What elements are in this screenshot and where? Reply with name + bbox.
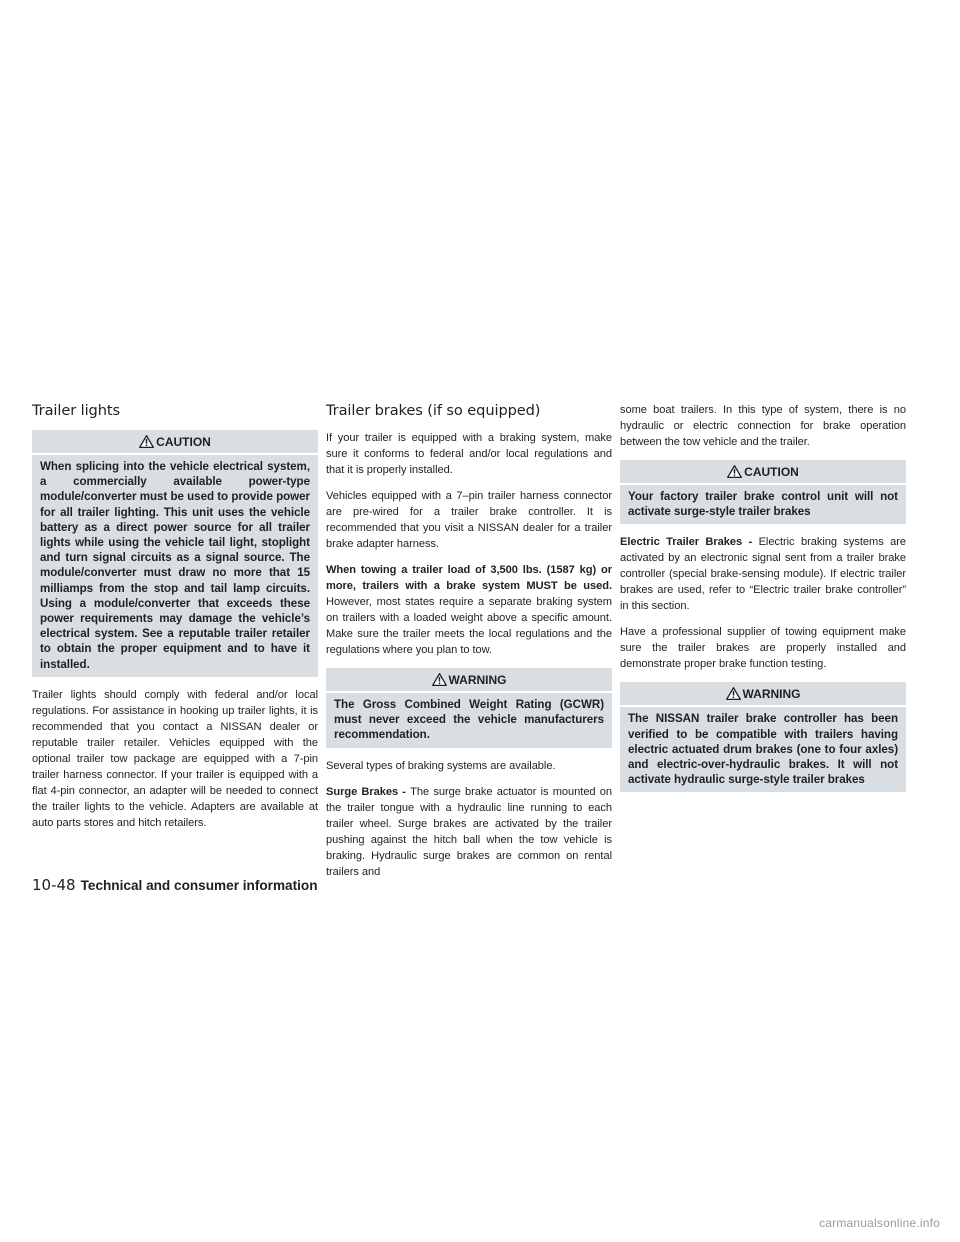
section-title-trailer-brakes: Trailer brakes (if so equipped) xyxy=(326,402,541,419)
column-1 xyxy=(32,402,318,841)
paragraph-trailer-lights: Trailer lights should comply with federal and/or local regulations. For assistance in hooking up trailer lights, it is recommended that you contact a NISSAN dealer or reputable trailer retailer. Vehicles equipped with the optional trailer tow package are equipped with a 7-pin trailer harness connector. If your trailer is equipped with a flat 4-pin connector, an adapter will be needed to connect the trailer lights to the vehicle. Adapters are available at auto parts stores and hitch retailers. xyxy=(32,688,318,829)
paragraph-braking-system: If your trailer is equipped with a braking system, make sure it conforms to federal and/or local regulations and that it is properly installed. xyxy=(326,432,612,476)
warning-triangle-icon xyxy=(726,687,741,700)
warning-text: The Gross Combined Weight Rating (GCWR) must never exceed the vehicle manufacturers recommendation. xyxy=(334,698,604,742)
caution-text: When splicing into the vehicle electrical system, a commercially available power-type module/converter must be used to provide power for all trailer lighting. This unit uses the vehicle battery as a direct power source for all trailer lights while using the vehicle tail light, stoplight and turn signal circuits as a signal source. The module/converter must draw no more that 15 milliamps from the stop and tail lamp circuits. Using a module/converter that exceeds these power requirements may damage the vehicle’s electrical system. See a reputable trailer retailer to obtain the proper equipment and to have it installed. xyxy=(40,460,310,671)
paragraph-braking-types: Several types of braking systems are available. xyxy=(326,759,556,772)
warning-triangle-icon xyxy=(432,673,447,686)
section-title-trailer-lights: Trailer lights xyxy=(32,402,120,419)
caution-box xyxy=(32,430,318,677)
watermark: carmanualsonline.info xyxy=(819,1216,940,1230)
page-footer xyxy=(32,876,318,894)
warning-header xyxy=(326,668,612,693)
surge-brakes-bold: Surge Brakes - xyxy=(326,785,411,798)
page-number: 10-48 xyxy=(32,876,76,894)
warning-triangle-icon xyxy=(727,465,742,478)
paragraph-boat-trailers: some boat trailers. In this type of system, there is no hydraulic or electric connection for brake operation between the tow vehicle and the trailer. xyxy=(620,404,906,448)
warning-header xyxy=(620,682,906,707)
caution-label: CAUTION xyxy=(744,464,799,479)
towing-load-bold: When towing a trailer load of 3,500 lbs. (1587 kg) or more, trailers with a brake system MUST be used. xyxy=(326,564,612,592)
footer-section-title: Technical and consumer information xyxy=(80,878,318,893)
warning-label: WARNING xyxy=(742,686,801,701)
electric-brakes-rest: Electric braking systems are activated by an electronic signal sent from a trailer brake controller (special brake-sensing module). If electric trailer brakes are used, refer to “Electric trailer brake controller” in this section. xyxy=(620,536,906,613)
towing-load-rest: However, most states require a separate braking system on trailers with a loaded weight above a specific amount. Make sure the trailer meets the local regulations and the regulations where you plan to tow. xyxy=(326,596,612,656)
paragraph-towing-load xyxy=(326,562,612,658)
electric-brakes-bold: Electric Trailer Brakes - xyxy=(620,536,759,549)
paragraph-pre-wired: Vehicles equipped with a 7–pin trailer harness connector are pre-wired for a trailer brake controller. It is recommended that you visit a NISSAN dealer for a trailer brake adapter harness. xyxy=(326,490,612,550)
warning-text: The NISSAN trailer brake controller has been verified to be compatible with trailers having electric actuated drum brakes (one to four axles) and electric-over-hydraulic brakes. It will not activate hydraulic surge-style trailer brakes xyxy=(628,712,898,787)
caution-header xyxy=(32,430,318,455)
caution-header xyxy=(620,460,906,485)
warning-triangle-icon xyxy=(139,435,154,448)
surge-brakes-rest: The surge brake actuator is mounted on the trailer tongue with a hydraulic line running to each trailer wheel. Surge brakes are activated by the trailer pushing against the hitch ball when the tow vehicle is braking. Hydraulic surge brakes are common on rental trailers and xyxy=(326,785,612,878)
column-3 xyxy=(620,402,906,802)
caution-label: CAUTION xyxy=(156,434,211,449)
caution-box xyxy=(620,460,906,524)
paragraph-professional-supplier: Have a professional supplier of towing equipment make sure the trailer brakes are properly installed and demonstrate proper brake function testing. xyxy=(620,626,906,671)
paragraph-electric-brakes xyxy=(620,534,906,614)
paragraph-surge-brakes xyxy=(326,784,612,880)
warning-box xyxy=(620,682,906,792)
column-2 xyxy=(326,402,612,890)
caution-text: Your factory trailer brake control unit will not activate surge-style trailer brakes xyxy=(628,490,898,519)
warning-box xyxy=(326,668,612,748)
warning-label: WARNING xyxy=(448,672,507,687)
